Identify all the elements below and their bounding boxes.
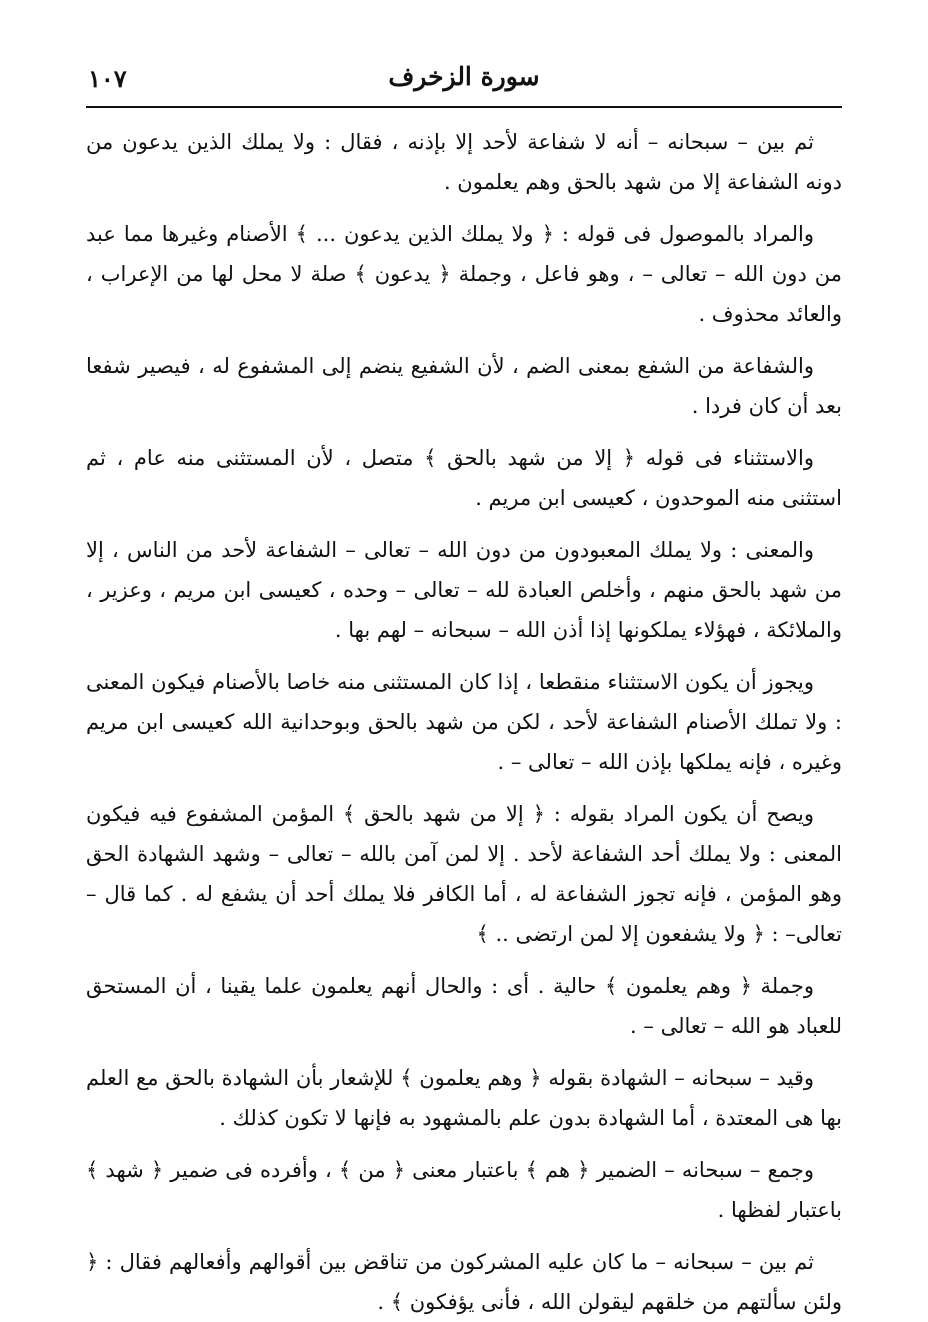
paragraph: والمعنى : ولا يملك المعبودون من دون الله – تعالى – الشفاعة لأحد من الناس ، إلا من شهد بالحق منهم ، وأخلص العبادة لله – تعالى – وحده ، كعيسى ابن مريم ، وعزير ، والملائكة ، فهؤلاء يملكونها إذا أذن الله – سبحانه – لهم بها . <box>86 538 842 642</box>
page-header <box>88 58 840 100</box>
paragraph: والشفاعة من الشفع بمعنى الضم ، لأن الشفيع ينضم إلى المشفوع له ، فيصير شفعا بعد أن كان فردا . <box>86 354 842 418</box>
surah-title: سورة الزخرف <box>388 62 540 91</box>
page-body <box>86 122 842 1314</box>
paragraph: وقيد – سبحانه – الشهادة بقوله ﴿ وهم يعلمون ﴾ للإشعار بأن الشهادة بالحق مع العلم بها هى المعتدة ، أما الشهادة بدون علم بالمشهود به فإنها لا تكون كذلك . <box>86 1066 842 1130</box>
paragraph: والمراد بالموصول فى قوله : ﴿ ولا يملك الذين يدعون ... ﴾ الأصنام وغيرها مما عبد من دون الله – تعالى – ، وهو فاعل ، وجملة ﴿ يدعون ﴾ صلة لا محل لها من الإعراب ، والعائد محذوف . <box>86 222 842 326</box>
paragraph: ثم بين – سبحانه – أنه لا شفاعة لأحد إلا بإذنه ، فقال : ولا يملك الذين يدعون من دونه الشفاعة إلا من شهد بالحق وهم يعلمون . <box>86 130 842 194</box>
header-rule <box>86 106 842 108</box>
paragraph: وجمع – سبحانه – الضمير ﴿ هم ﴾ باعتبار معنى ﴿ من ﴾ ، وأفرده فى ضمير ﴿ شهد ﴾ باعتبار لفظها . <box>86 1158 842 1222</box>
paragraph: ثم بين – سبحانه – ما كان عليه المشركون من تناقض بين أقوالهم وأفعالهم فقال : ﴿ ولئن سألتهم من خلقهم ليقولن الله ، فأنى يؤفكون ﴾ . <box>86 1250 842 1314</box>
page-number: ١٠٧ <box>88 64 127 93</box>
paragraph: وجملة ﴿ وهم يعلمون ﴾ حالية . أى : والحال أنهم يعلمون علما يقينا ، أن المستحق للعباد هو الله – تعالى – . <box>86 974 842 1038</box>
paragraph: ويصح أن يكون المراد بقوله : ﴿ إلا من شهد بالحق ﴾ المؤمن المشفوع فيه فيكون المعنى : ولا يملك أحد الشفاعة لأحد . إلا لمن آمن بالله – تعالى – وشهد الشهادة الحق وهو المؤمن ، فإنه تجوز الشفاعة له ، أما الكافر فلا يملك أحد أن يشفع له . كما قال – تعالى– : ﴿ ولا يشفعون إلا لمن ارتضى .. ﴾ <box>86 802 842 946</box>
paragraph: ويجوز أن يكون الاستثناء منقطعا ، إذا كان المستثنى منه خاصا بالأصنام فيكون المعنى : ولا تملك الأصنام الشفاعة لأحد ، لكن من شهد بالحق وبوحدانية الله كعيسى ابن مريم وغيره ، فإنه يملكها بإذن الله – تعالى – . <box>86 670 842 774</box>
paragraph: والاستثناء فى قوله ﴿ إلا من شهد بالحق ﴾ متصل ، لأن المستثنى منه عام ، ثم استثنى منه الموحدون ، كعيسى ابن مريم . <box>86 446 842 510</box>
